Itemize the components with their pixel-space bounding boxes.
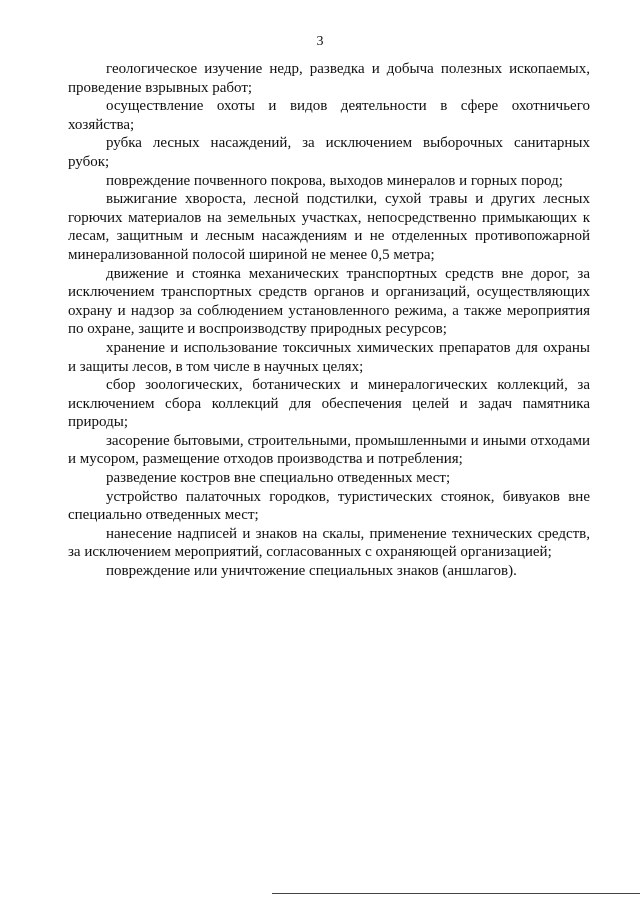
list-item: разведение костров вне специально отведенных мест; xyxy=(106,470,451,487)
footer-divider xyxy=(272,893,640,894)
list-item: выжигание хвороста, лесной подстилки, сухой травы и других лесных горючих материалов на земельных участках, непосредственно примыкающих к лесам, защитным и лесным насаждениям и не отделенных противопожарной минерализованной полосой шириной не менее 0,5 метра; xyxy=(68,191,590,263)
list-item: рубка лесных насаждений, за исключением выборочных санитарных рубок; xyxy=(68,135,590,170)
list-item: повреждение почвенного покрова, выходов минералов и горных пород; xyxy=(106,172,563,189)
list-item: засорение бытовыми, строительными, промышленными и иными отходами и мусором, размещение отходов производства и потребления; xyxy=(68,432,590,468)
list-item: движение и стоянка механических транспортных средств вне дорог, за исключением транспортных средств органов и организаций, осуществляющих охрану и надзор за соблюдением установленного режима, а также мероприятия по охране, защите и воспроизводству природных ресурсов; xyxy=(68,265,590,338)
list-item: сбор зоологических, ботанических и минералогических коллекций, за исключением сбора коллекций для обеспечения целей и задач памятника природы; xyxy=(68,377,590,431)
list-item: нанесение надписей и знаков на скалы, применение технических средств, за исключением мероприятий, согласованных с охраняющей организацией; xyxy=(68,525,590,561)
page-number: 3 xyxy=(316,34,324,49)
list-item: повреждение или уничтожение специальных знаков (аншлагов). xyxy=(106,563,517,580)
list-item: хранение и использование токсичных химических препаратов для охраны и защиты лесов, в том числе в научных целях; xyxy=(68,339,590,375)
prohibited-activities-list xyxy=(68,60,590,581)
list-item: осуществление охоты и видов деятельности в сфере охотничьего хозяйства; xyxy=(68,98,590,133)
list-item: устройство палаточных городков, туристических стоянок, бивуаков вне специально отведенных мест; xyxy=(68,488,590,524)
list-item: геологическое изучение недр, разведка и добыча полезных ископаемых, проведение взрывных работ; xyxy=(68,61,590,96)
